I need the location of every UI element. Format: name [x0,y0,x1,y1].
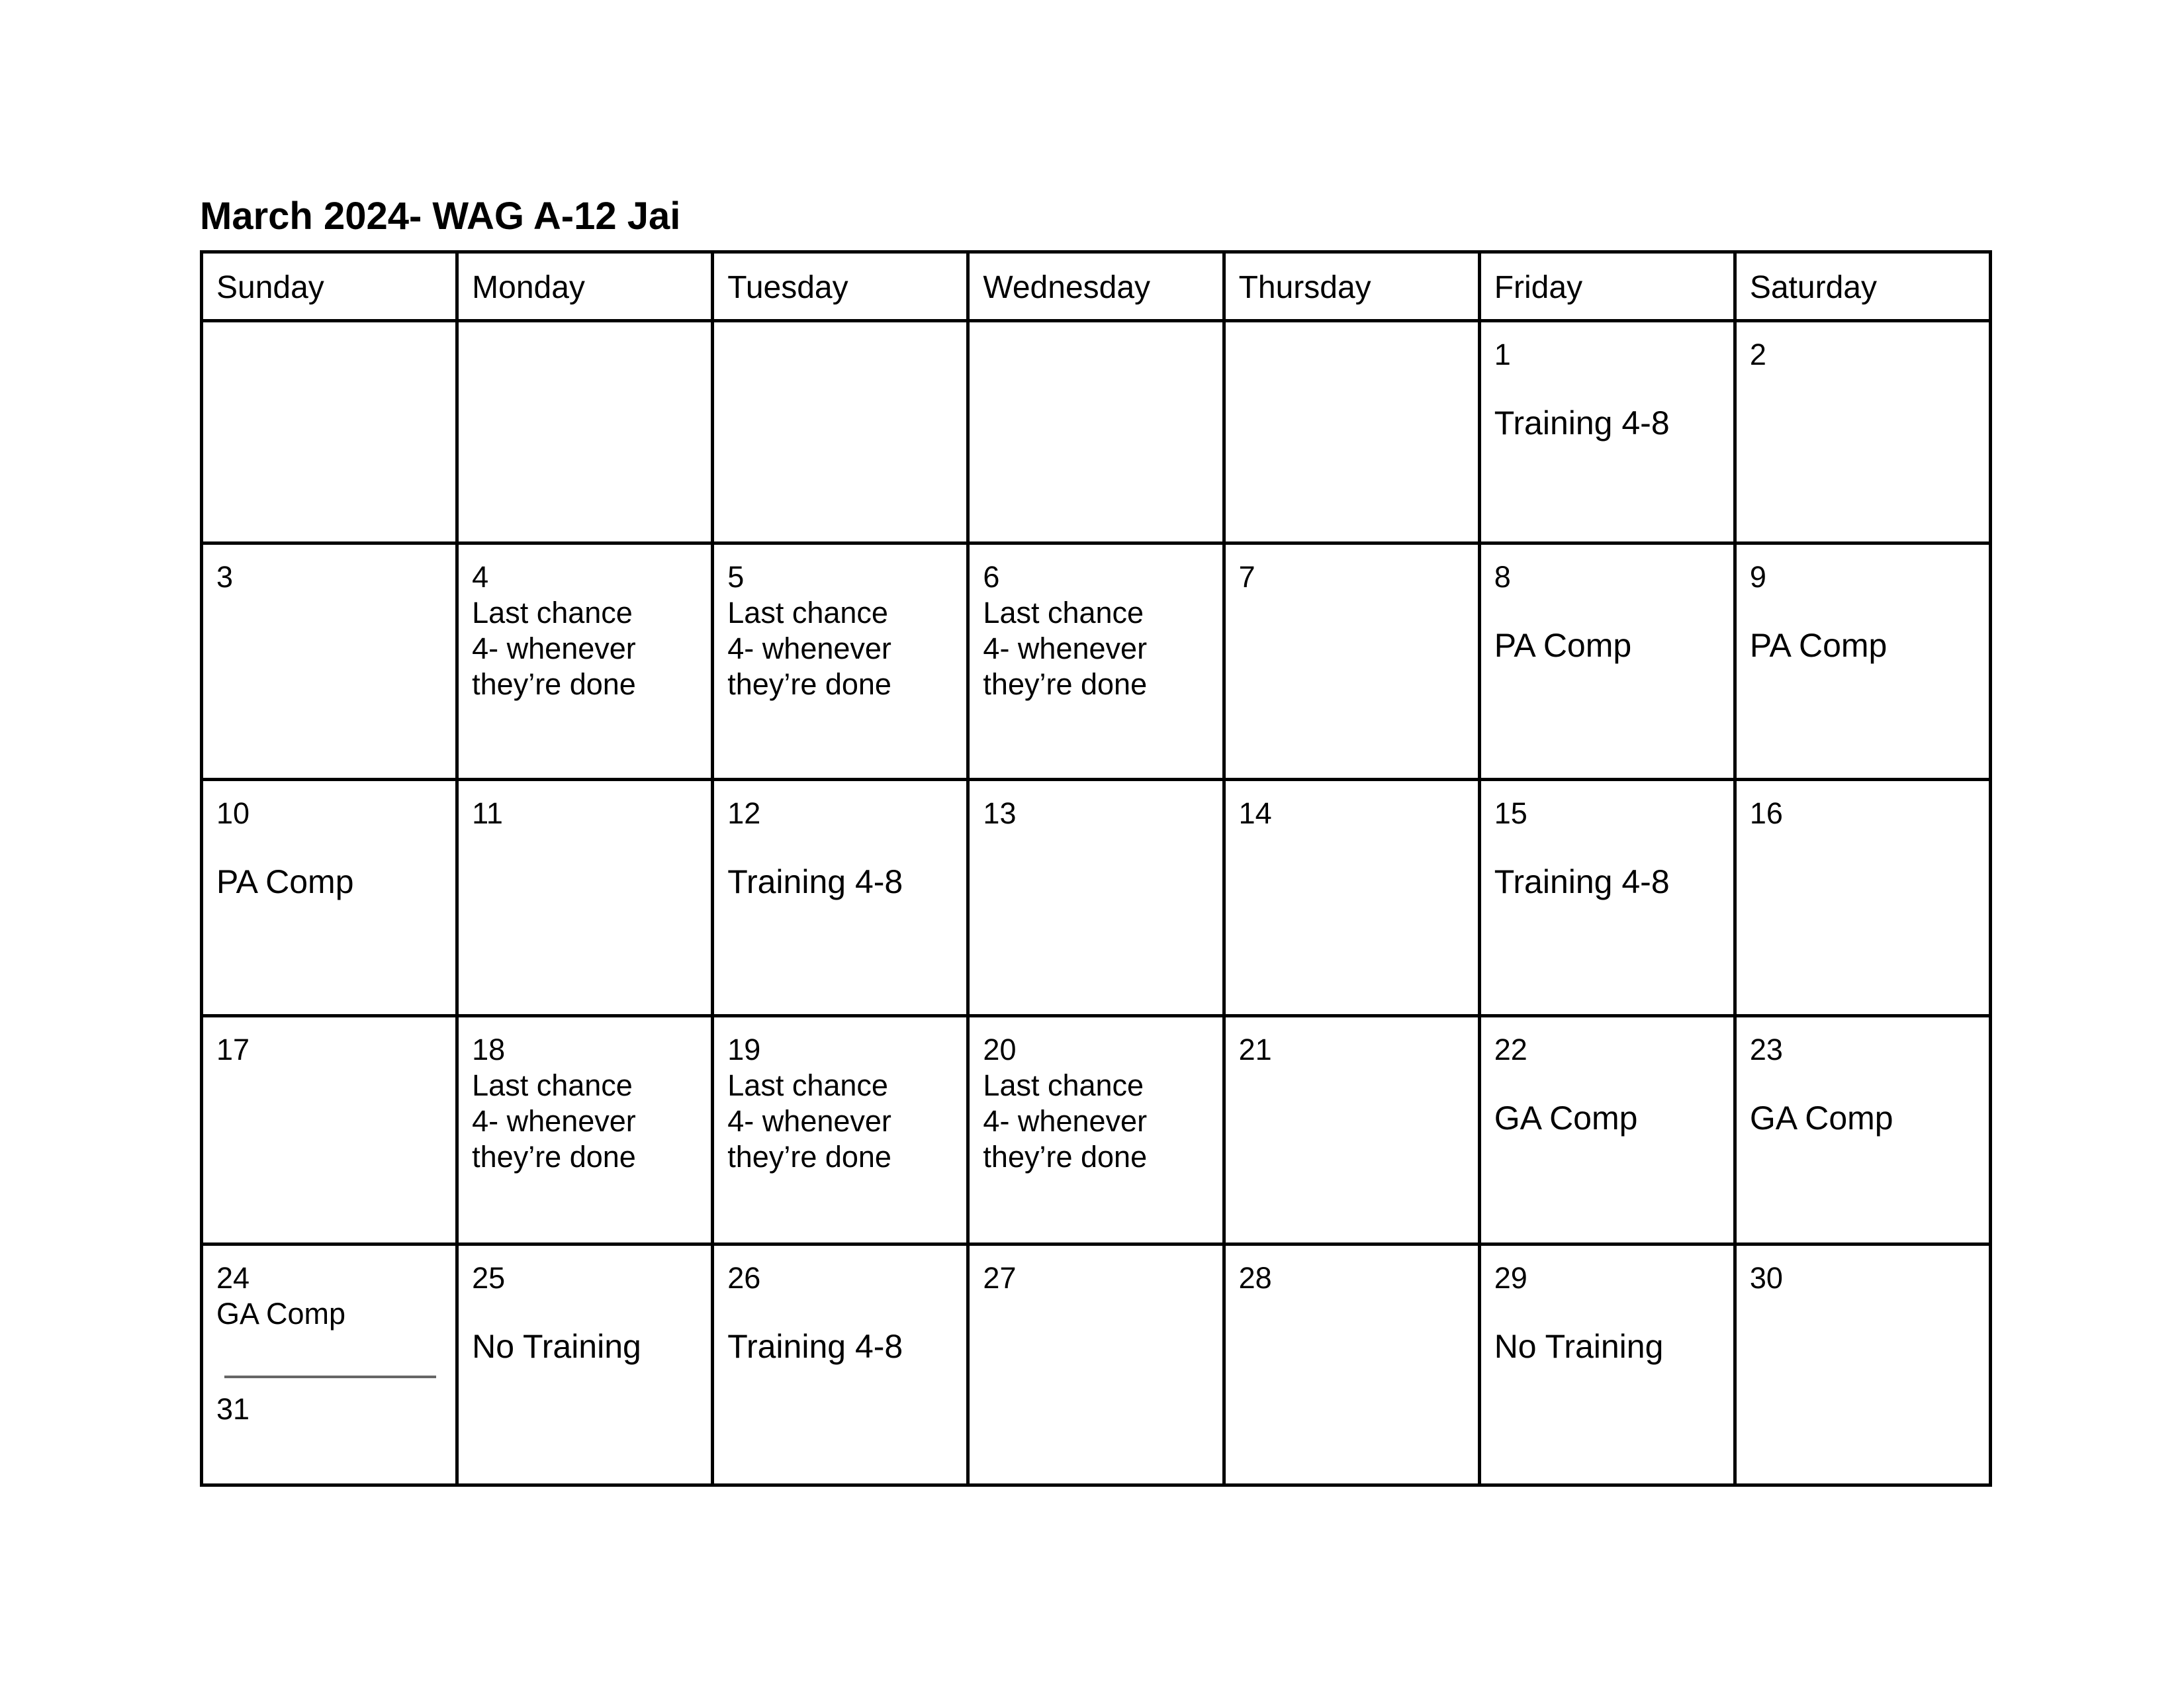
day-cell-content [203,1017,455,1068]
day-cell-content [203,322,455,337]
day-cell [1735,543,1990,780]
day-cell-content [1226,1246,1478,1296]
day-cell [202,1016,457,1244]
day-cell-content [1481,322,1733,443]
day-cell [1479,321,1735,543]
day-cell [968,1244,1224,1485]
day-number: 20 [983,1033,1017,1066]
day-cell-content [970,322,1222,337]
day-cell [1735,1244,1990,1485]
day-cell [202,543,457,780]
day-event: Training 4-8 [727,863,903,900]
day-cell-content [970,781,1222,831]
calendar-week-row [202,321,1991,543]
day-cell [713,780,968,1016]
day-cell-content [714,781,966,902]
calendar-week-row [202,780,1991,1016]
day-event: No Training [472,1328,641,1365]
day-number: 23 [1749,1033,1783,1066]
day-cell-content [1481,1246,1733,1366]
day-number: 11 [472,796,503,830]
day-cell [1479,780,1735,1016]
day-cell [968,1016,1224,1244]
day-number: 14 [1238,796,1272,830]
day-cell-content [1481,545,1733,665]
calendar-week-row [202,543,1991,780]
calendar-week-row [202,1244,1991,1485]
day-event: Last chance 4- whenever they’re done [472,1068,636,1174]
day-cell [457,321,713,543]
day-number: 19 [727,1033,761,1066]
day-cell-content [1737,1017,1989,1138]
day-cell [713,1016,968,1244]
day-number: 4 [472,560,489,594]
calendar-week-row [202,1016,1991,1244]
day-event: No Training [1494,1328,1664,1365]
day-cell-content [1226,545,1478,595]
weekday-saturday: Saturday [1735,252,1990,321]
calendar-weeks [202,321,1991,1485]
day-number: 21 [1238,1033,1272,1066]
day-event: Training 4-8 [1494,863,1670,900]
day-cell-content [203,1246,455,1427]
day-number: 24 [216,1261,250,1295]
day-cell [457,1016,713,1244]
day-cell [1479,1016,1735,1244]
day-cell [1735,780,1990,1016]
day-cell-content [1737,322,1989,373]
day-number: 6 [983,560,1000,594]
day-cell-content [714,1246,966,1366]
day-cell-content [1737,781,1989,831]
day-event: Training 4-8 [727,1328,903,1365]
day-cell-content [203,545,455,595]
day-event: PA Comp [216,863,354,900]
day-number: 28 [1238,1261,1272,1295]
day-cell [1479,543,1735,780]
day-number: 29 [1494,1261,1527,1295]
day-number: 9 [1749,560,1766,594]
day-cell-content [459,1017,711,1175]
day-cell [1224,780,1479,1016]
weekday-sunday: Sunday [202,252,457,321]
day-event: PA Comp [1749,627,1888,664]
day-number: 8 [1494,560,1511,594]
day-cell-content [459,545,711,702]
day-event: Last chance 4- whenever they’re done [983,596,1148,701]
day-cell [968,321,1224,543]
day-number: 18 [472,1033,506,1066]
day-number: 5 [727,560,745,594]
split-day-number: 31 [216,1392,250,1426]
split-day-divider [224,1376,436,1378]
day-number: 10 [216,796,250,830]
day-number: 2 [1749,338,1766,371]
day-number: 16 [1749,796,1783,830]
day-cell [202,780,457,1016]
day-number: 27 [983,1261,1017,1295]
day-cell [1735,321,1990,543]
day-cell-content [459,781,711,831]
day-number: 12 [727,796,761,830]
day-number: 3 [216,560,234,594]
day-cell [968,780,1224,1016]
day-cell [1224,1244,1479,1485]
day-cell-content [1481,1017,1733,1138]
weekday-monday: Monday [457,252,713,321]
day-cell-content [1226,781,1478,831]
day-event: Training 4-8 [1494,404,1670,442]
day-cell-content [1226,1017,1478,1068]
day-number: 25 [472,1261,506,1295]
day-number: 26 [727,1261,761,1295]
day-cell [968,543,1224,780]
day-cell [1735,1016,1990,1244]
day-cell [202,1244,457,1485]
day-cell [457,543,713,780]
day-cell-content [714,545,966,702]
day-event: GA Comp [1749,1100,1893,1137]
day-event: Last chance 4- whenever they’re done [472,596,636,701]
day-cell [202,321,457,543]
day-number: 17 [216,1033,250,1066]
day-cell-content [970,545,1222,702]
day-cell [1479,1244,1735,1485]
day-event: Last chance 4- whenever they’re done [983,1068,1148,1174]
day-cell [457,780,713,1016]
day-cell-content [714,1017,966,1175]
weekday-tuesday: Tuesday [713,252,968,321]
day-cell-content [459,1246,711,1366]
day-cell [457,1244,713,1485]
day-event: Last chance 4- whenever they’re done [727,1068,891,1174]
day-number: 7 [1238,560,1255,594]
day-number: 1 [1494,338,1511,371]
calendar-title: March 2024- WAG A-12 Jai [200,195,681,238]
day-cell-content [459,322,711,337]
weekday-wednesday: Wednesday [968,252,1224,321]
day-cell [1224,321,1479,543]
day-cell-content [1481,781,1733,902]
day-cell-content [970,1246,1222,1296]
day-number: 13 [983,796,1017,830]
day-cell-content [1737,1246,1989,1296]
day-cell [1224,1016,1479,1244]
weekday-friday: Friday [1479,252,1735,321]
day-number: 30 [1749,1261,1783,1295]
day-cell-content [203,781,455,902]
day-event: GA Comp [1494,1100,1638,1137]
day-cell-content [1226,322,1478,337]
day-cell-content [970,1017,1222,1175]
day-cell [713,543,968,780]
day-event: PA Comp [1494,627,1632,664]
day-event: Last chance 4- whenever they’re done [727,596,891,701]
weekday-thursday: Thursday [1224,252,1479,321]
day-number: 15 [1494,796,1527,830]
day-number: 22 [1494,1033,1527,1066]
calendar-grid [200,250,1992,1487]
day-cell-content [714,322,966,337]
weekday-header-row [202,252,1991,321]
day-cell-content [1737,545,1989,665]
day-cell [1224,543,1479,780]
day-cell [713,321,968,543]
day-event: GA Comp [216,1297,346,1331]
day-cell [713,1244,968,1485]
